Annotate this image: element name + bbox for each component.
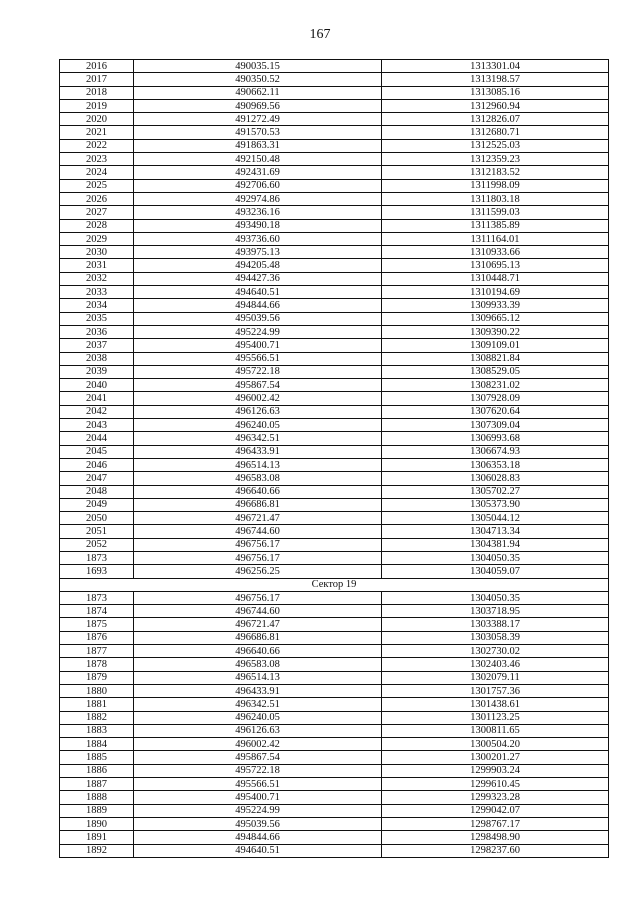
y-coordinate-cell: 1312359.23 (382, 153, 609, 166)
section-title: Сектор 19 (60, 578, 609, 591)
point-number-cell: 1888 (60, 791, 134, 804)
y-coordinate-cell: 1307309.04 (382, 419, 609, 432)
point-number-cell: 2027 (60, 206, 134, 219)
x-coordinate-cell: 496240.05 (134, 711, 382, 724)
table-row (60, 724, 609, 737)
table-row (60, 498, 609, 511)
table-row (60, 365, 609, 378)
point-number-cell: 1881 (60, 698, 134, 711)
x-coordinate-cell: 491570.53 (134, 126, 382, 139)
x-coordinate-cell: 495224.99 (134, 325, 382, 338)
table-row (60, 485, 609, 498)
y-coordinate-cell: 1311998.09 (382, 179, 609, 192)
point-number-cell: 2022 (60, 139, 134, 152)
table-row (60, 671, 609, 684)
y-coordinate-cell: 1308231.02 (382, 379, 609, 392)
x-coordinate-cell: 490035.15 (134, 60, 382, 73)
y-coordinate-cell: 1304059.07 (382, 565, 609, 578)
x-coordinate-cell: 494640.51 (134, 844, 382, 857)
table-row (60, 645, 609, 658)
point-number-cell: 2040 (60, 379, 134, 392)
point-number-cell: 2020 (60, 113, 134, 126)
point-number-cell: 2038 (60, 352, 134, 365)
table-row (60, 312, 609, 325)
x-coordinate-cell: 496686.81 (134, 498, 382, 511)
y-coordinate-cell: 1309390.22 (382, 325, 609, 338)
table-row (60, 804, 609, 817)
table-row (60, 458, 609, 471)
x-coordinate-cell: 496756.17 (134, 538, 382, 551)
x-coordinate-cell: 495867.54 (134, 379, 382, 392)
table-row (60, 73, 609, 86)
table-row (60, 352, 609, 365)
x-coordinate-cell: 496433.91 (134, 445, 382, 458)
table-row (60, 817, 609, 830)
point-number-cell: 1880 (60, 684, 134, 697)
table-row (60, 419, 609, 432)
point-number-cell: 2016 (60, 60, 134, 73)
point-number-cell: 2032 (60, 272, 134, 285)
x-coordinate-cell: 495039.56 (134, 817, 382, 830)
point-number-cell: 1891 (60, 831, 134, 844)
point-number-cell: 2024 (60, 166, 134, 179)
y-coordinate-cell: 1304050.35 (382, 591, 609, 604)
table-row (60, 166, 609, 179)
table-row (60, 751, 609, 764)
x-coordinate-cell: 496126.63 (134, 405, 382, 418)
x-coordinate-cell: 496240.05 (134, 419, 382, 432)
x-coordinate-cell: 495400.71 (134, 339, 382, 352)
coordinates-table (59, 59, 609, 858)
point-number-cell: 1693 (60, 565, 134, 578)
table-row (60, 392, 609, 405)
x-coordinate-cell: 490969.56 (134, 99, 382, 112)
table-row (60, 86, 609, 99)
table-row (60, 379, 609, 392)
y-coordinate-cell: 1305044.12 (382, 512, 609, 525)
point-number-cell: 2052 (60, 538, 134, 551)
y-coordinate-cell: 1300811.65 (382, 724, 609, 737)
section-header-row (60, 578, 609, 591)
table-row (60, 126, 609, 139)
table-row (60, 339, 609, 352)
point-number-cell: 2051 (60, 525, 134, 538)
point-number-cell: 1892 (60, 844, 134, 857)
x-coordinate-cell: 493236.16 (134, 206, 382, 219)
point-number-cell: 2046 (60, 458, 134, 471)
point-number-cell: 2045 (60, 445, 134, 458)
x-coordinate-cell: 496583.08 (134, 472, 382, 485)
x-coordinate-cell: 496686.81 (134, 631, 382, 644)
table-row (60, 525, 609, 538)
table-row (60, 551, 609, 564)
coordinates-table-body (60, 60, 609, 858)
table-row (60, 272, 609, 285)
y-coordinate-cell: 1309665.12 (382, 312, 609, 325)
y-coordinate-cell: 1303058.39 (382, 631, 609, 644)
x-coordinate-cell: 496342.51 (134, 432, 382, 445)
table-row (60, 591, 609, 604)
y-coordinate-cell: 1311385.89 (382, 219, 609, 232)
point-number-cell: 1878 (60, 658, 134, 671)
point-number-cell: 2023 (60, 153, 134, 166)
x-coordinate-cell: 496721.47 (134, 512, 382, 525)
point-number-cell: 2050 (60, 512, 134, 525)
x-coordinate-cell: 496756.17 (134, 591, 382, 604)
point-number-cell: 2018 (60, 86, 134, 99)
y-coordinate-cell: 1310194.69 (382, 286, 609, 299)
x-coordinate-cell: 491272.49 (134, 113, 382, 126)
x-coordinate-cell: 492150.48 (134, 153, 382, 166)
x-coordinate-cell: 495566.51 (134, 352, 382, 365)
y-coordinate-cell: 1310695.13 (382, 259, 609, 272)
x-coordinate-cell: 496433.91 (134, 684, 382, 697)
point-number-cell: 1874 (60, 605, 134, 618)
table-row (60, 844, 609, 857)
point-number-cell: 2047 (60, 472, 134, 485)
table-row (60, 179, 609, 192)
table-row (60, 405, 609, 418)
x-coordinate-cell: 494427.36 (134, 272, 382, 285)
x-coordinate-cell: 496744.60 (134, 605, 382, 618)
point-number-cell: 2039 (60, 365, 134, 378)
table-row (60, 831, 609, 844)
point-number-cell: 1877 (60, 645, 134, 658)
y-coordinate-cell: 1308821.84 (382, 352, 609, 365)
table-row (60, 299, 609, 312)
x-coordinate-cell: 495224.99 (134, 804, 382, 817)
point-number-cell: 2021 (60, 126, 134, 139)
point-number-cell: 1873 (60, 591, 134, 604)
x-coordinate-cell: 496640.66 (134, 485, 382, 498)
y-coordinate-cell: 1301123.25 (382, 711, 609, 724)
x-coordinate-cell: 496756.17 (134, 551, 382, 564)
point-number-cell: 1885 (60, 751, 134, 764)
table-row (60, 472, 609, 485)
y-coordinate-cell: 1303718.95 (382, 605, 609, 618)
y-coordinate-cell: 1310933.66 (382, 246, 609, 259)
y-coordinate-cell: 1299903.24 (382, 764, 609, 777)
table-row (60, 698, 609, 711)
y-coordinate-cell: 1299323.28 (382, 791, 609, 804)
point-number-cell: 1889 (60, 804, 134, 817)
y-coordinate-cell: 1313198.57 (382, 73, 609, 86)
y-coordinate-cell: 1309933.39 (382, 299, 609, 312)
point-number-cell: 2043 (60, 419, 134, 432)
y-coordinate-cell: 1298767.17 (382, 817, 609, 830)
table-row (60, 631, 609, 644)
x-coordinate-cell: 492706.60 (134, 179, 382, 192)
point-number-cell: 1884 (60, 738, 134, 751)
table-row (60, 139, 609, 152)
x-coordinate-cell: 494205.48 (134, 259, 382, 272)
y-coordinate-cell: 1312525.03 (382, 139, 609, 152)
y-coordinate-cell: 1300201.27 (382, 751, 609, 764)
x-coordinate-cell: 496514.13 (134, 671, 382, 684)
x-coordinate-cell: 493736.60 (134, 232, 382, 245)
y-coordinate-cell: 1305702.27 (382, 485, 609, 498)
y-coordinate-cell: 1298237.60 (382, 844, 609, 857)
point-number-cell: 2036 (60, 325, 134, 338)
y-coordinate-cell: 1299610.45 (382, 778, 609, 791)
y-coordinate-cell: 1303388.17 (382, 618, 609, 631)
table-row (60, 192, 609, 205)
x-coordinate-cell: 494844.66 (134, 831, 382, 844)
table-row (60, 113, 609, 126)
x-coordinate-cell: 492974.86 (134, 192, 382, 205)
point-number-cell: 2017 (60, 73, 134, 86)
point-number-cell: 2048 (60, 485, 134, 498)
table-row (60, 605, 609, 618)
point-number-cell: 1876 (60, 631, 134, 644)
y-coordinate-cell: 1304050.35 (382, 551, 609, 564)
y-coordinate-cell: 1306353.18 (382, 458, 609, 471)
y-coordinate-cell: 1313301.04 (382, 60, 609, 73)
y-coordinate-cell: 1302079.11 (382, 671, 609, 684)
table-row (60, 711, 609, 724)
y-coordinate-cell: 1307928.09 (382, 392, 609, 405)
y-coordinate-cell: 1302730.02 (382, 645, 609, 658)
point-number-cell: 2041 (60, 392, 134, 405)
point-number-cell: 1890 (60, 817, 134, 830)
point-number-cell: 1879 (60, 671, 134, 684)
table-row (60, 60, 609, 73)
table-row (60, 778, 609, 791)
y-coordinate-cell: 1312960.94 (382, 99, 609, 112)
x-coordinate-cell: 496342.51 (134, 698, 382, 711)
x-coordinate-cell: 494640.51 (134, 286, 382, 299)
x-coordinate-cell: 493490.18 (134, 219, 382, 232)
y-coordinate-cell: 1309109.01 (382, 339, 609, 352)
point-number-cell: 1887 (60, 778, 134, 791)
x-coordinate-cell: 496640.66 (134, 645, 382, 658)
x-coordinate-cell: 496002.42 (134, 738, 382, 751)
x-coordinate-cell: 496126.63 (134, 724, 382, 737)
point-number-cell: 2035 (60, 312, 134, 325)
y-coordinate-cell: 1299042.07 (382, 804, 609, 817)
table-row (60, 658, 609, 671)
table-row (60, 286, 609, 299)
table-row (60, 246, 609, 259)
table-row (60, 259, 609, 272)
x-coordinate-cell: 490350.52 (134, 73, 382, 86)
point-number-cell: 1886 (60, 764, 134, 777)
x-coordinate-cell: 496583.08 (134, 658, 382, 671)
x-coordinate-cell: 492431.69 (134, 166, 382, 179)
point-number-cell: 2025 (60, 179, 134, 192)
point-number-cell: 2028 (60, 219, 134, 232)
point-number-cell: 2030 (60, 246, 134, 259)
table-row (60, 232, 609, 245)
x-coordinate-cell: 496514.13 (134, 458, 382, 471)
y-coordinate-cell: 1313085.16 (382, 86, 609, 99)
point-number-cell: 2044 (60, 432, 134, 445)
table-row (60, 325, 609, 338)
table-row (60, 99, 609, 112)
point-number-cell: 1873 (60, 551, 134, 564)
x-coordinate-cell: 495039.56 (134, 312, 382, 325)
table-row (60, 538, 609, 551)
x-coordinate-cell: 495722.18 (134, 365, 382, 378)
x-coordinate-cell: 496744.60 (134, 525, 382, 538)
y-coordinate-cell: 1306674.93 (382, 445, 609, 458)
point-number-cell: 1875 (60, 618, 134, 631)
table-row (60, 512, 609, 525)
y-coordinate-cell: 1311599.03 (382, 206, 609, 219)
x-coordinate-cell: 496002.42 (134, 392, 382, 405)
point-number-cell: 2034 (60, 299, 134, 312)
y-coordinate-cell: 1300504.20 (382, 738, 609, 751)
x-coordinate-cell: 496256.25 (134, 565, 382, 578)
y-coordinate-cell: 1307620.64 (382, 405, 609, 418)
y-coordinate-cell: 1306993.68 (382, 432, 609, 445)
point-number-cell: 2037 (60, 339, 134, 352)
y-coordinate-cell: 1308529.05 (382, 365, 609, 378)
point-number-cell: 2029 (60, 232, 134, 245)
y-coordinate-cell: 1310448.71 (382, 272, 609, 285)
table-row (60, 791, 609, 804)
y-coordinate-cell: 1304713.34 (382, 525, 609, 538)
table-row (60, 618, 609, 631)
x-coordinate-cell: 496721.47 (134, 618, 382, 631)
y-coordinate-cell: 1312680.71 (382, 126, 609, 139)
point-number-cell: 2031 (60, 259, 134, 272)
point-number-cell: 2019 (60, 99, 134, 112)
x-coordinate-cell: 491863.31 (134, 139, 382, 152)
table-row (60, 219, 609, 232)
point-number-cell: 1882 (60, 711, 134, 724)
table-row (60, 738, 609, 751)
point-number-cell: 2049 (60, 498, 134, 511)
x-coordinate-cell: 493975.13 (134, 246, 382, 259)
table-row (60, 764, 609, 777)
y-coordinate-cell: 1305373.90 (382, 498, 609, 511)
x-coordinate-cell: 495867.54 (134, 751, 382, 764)
page-number: 167 (309, 27, 331, 42)
y-coordinate-cell: 1301438.61 (382, 698, 609, 711)
table-row (60, 153, 609, 166)
y-coordinate-cell: 1302403.46 (382, 658, 609, 671)
y-coordinate-cell: 1306028.83 (382, 472, 609, 485)
point-number-cell: 2026 (60, 192, 134, 205)
y-coordinate-cell: 1311164.01 (382, 232, 609, 245)
y-coordinate-cell: 1311803.18 (382, 192, 609, 205)
point-number-cell: 2033 (60, 286, 134, 299)
y-coordinate-cell: 1312183.52 (382, 166, 609, 179)
x-coordinate-cell: 494844.66 (134, 299, 382, 312)
table-row (60, 445, 609, 458)
point-number-cell: 2042 (60, 405, 134, 418)
x-coordinate-cell: 495722.18 (134, 764, 382, 777)
y-coordinate-cell: 1304381.94 (382, 538, 609, 551)
table-row (60, 206, 609, 219)
x-coordinate-cell: 495400.71 (134, 791, 382, 804)
table-row (60, 432, 609, 445)
y-coordinate-cell: 1298498.90 (382, 831, 609, 844)
y-coordinate-cell: 1312826.07 (382, 113, 609, 126)
table-row (60, 565, 609, 578)
x-coordinate-cell: 495566.51 (134, 778, 382, 791)
y-coordinate-cell: 1301757.36 (382, 684, 609, 697)
point-number-cell: 1883 (60, 724, 134, 737)
table-row (60, 684, 609, 697)
x-coordinate-cell: 490662.11 (134, 86, 382, 99)
